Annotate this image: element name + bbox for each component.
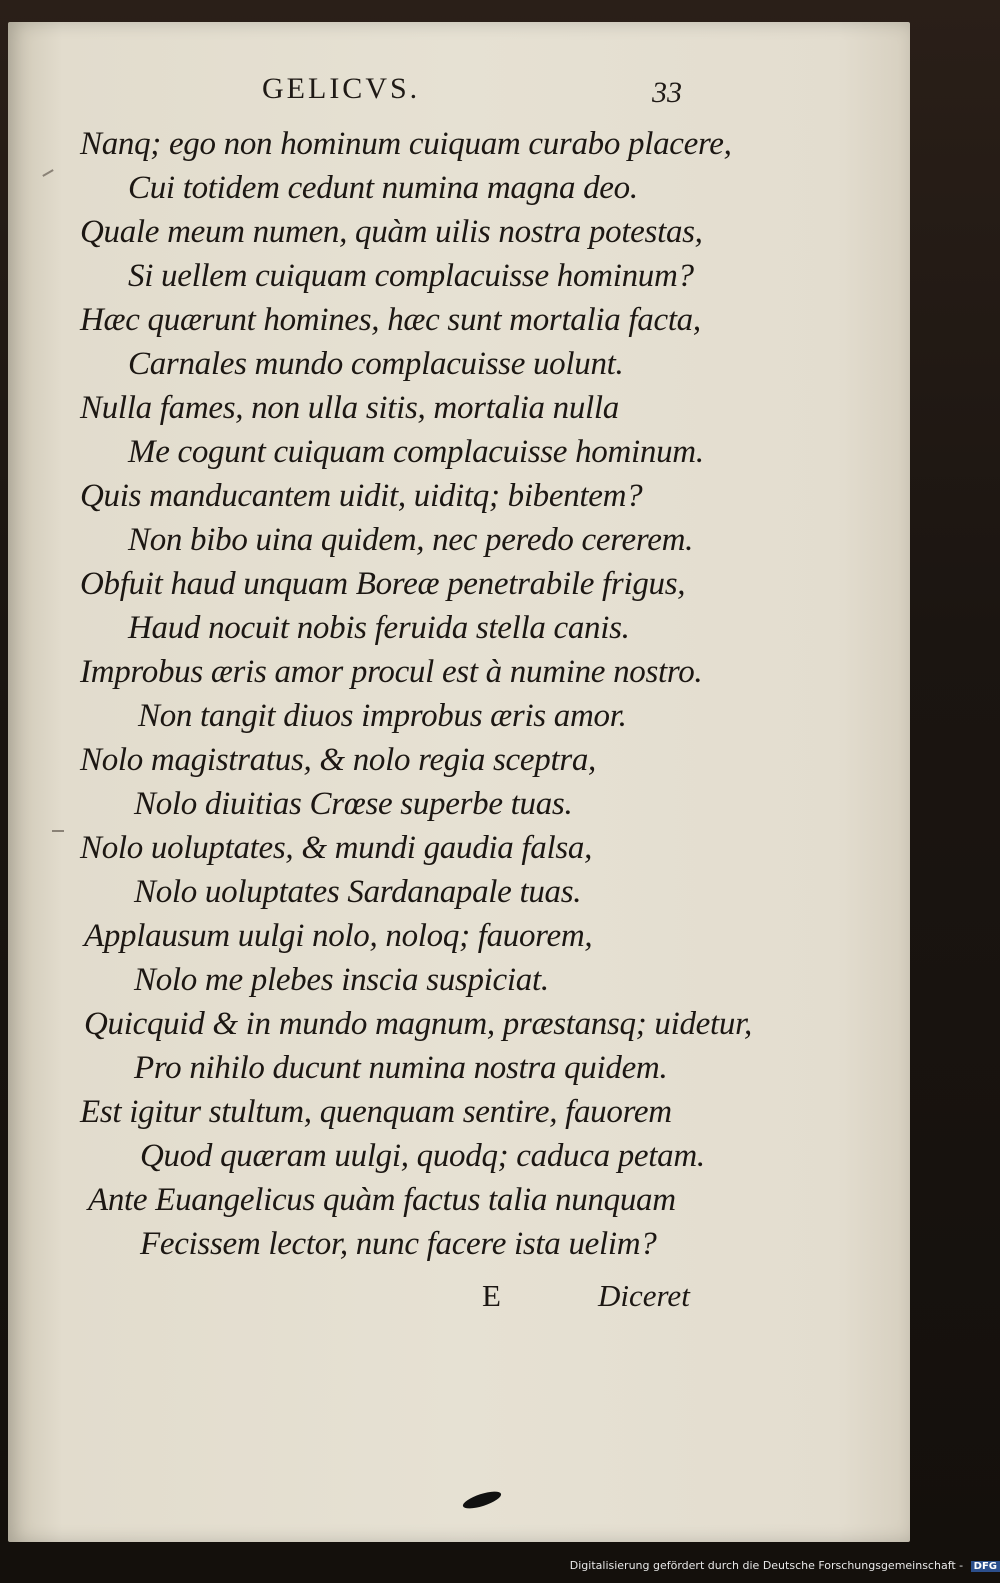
- verse-line: Quis manducantem uidit, uiditq; bibentem?: [80, 478, 643, 514]
- verse-line: Non tangit diuos improbus æris amor.: [138, 698, 627, 734]
- digitization-credit: [560, 1559, 1000, 1579]
- verse-line: Carnales mundo complacuisse uolunt.: [128, 346, 624, 382]
- verse-line: Pro nihilo ducunt numina nostra quidem.: [134, 1050, 668, 1086]
- page-number: 33: [652, 76, 682, 109]
- verse-line: Non bibo uina quidem, nec peredo cererem.: [128, 522, 694, 558]
- verse-line: Nanq; ego non hominum cuiquam curabo placere,: [80, 126, 732, 162]
- verse-line: Nolo diuitias Crœse superbe tuas.: [134, 786, 573, 822]
- verse-line: Ante Euangelicus quàm factus talia nunquam: [88, 1182, 676, 1218]
- verse-line: Nolo me plebes inscia suspiciat.: [134, 962, 549, 998]
- verse-line: Si uellem cuiquam complacuisse hominum?: [128, 258, 694, 294]
- verse-line: Est igitur stultum, quenquam sentire, fauorem: [80, 1094, 672, 1130]
- margin-mark: [52, 830, 64, 832]
- verse-line: Quale meum numen, quàm uilis nostra potestas,: [80, 214, 703, 250]
- dfg-logo-icon: DFG: [971, 1561, 1000, 1572]
- verse-line: Hæc quærunt homines, hæc sunt mortalia facta,: [80, 302, 701, 338]
- verse-line: Improbus æris amor procul est à numine nostro.: [80, 654, 703, 690]
- verse-line: Me cogunt cuiquam complacuisse hominum.: [128, 434, 704, 470]
- verse-line: Cui totidem cedunt numina magna deo.: [128, 170, 638, 206]
- margin-mark: [42, 169, 53, 177]
- verse-line: Nolo magistratus, & nolo regia sceptra,: [80, 742, 597, 778]
- verse-line: Nulla fames, non ulla sitis, mortalia nulla: [80, 390, 619, 426]
- verse-line: Applausum uulgi nolo, noloq; fauorem,: [84, 918, 593, 954]
- signature-mark: E: [482, 1278, 501, 1313]
- verse-line: Obfuit haud unquam Boreæ penetrabile frigus,: [80, 566, 686, 602]
- catchword: Diceret: [598, 1278, 690, 1313]
- verse-line: Haud nocuit nobis feruida stella canis.: [128, 610, 630, 646]
- verse-line: Quicquid & in mundo magnum, præstansq; uidetur,: [84, 1006, 752, 1042]
- verse-line: Quod quæram uulgi, quodq; caduca petam.: [140, 1138, 705, 1174]
- running-head: GELICVS.: [262, 72, 421, 105]
- verse-line: Fecissem lector, nunc facere ista uelim?: [140, 1226, 657, 1262]
- credit-text: Digitalisierung gefördert durch die Deutsche Forschungsgemeinschaft -: [569, 1559, 964, 1572]
- verse-line: Nolo uoluptates, & mundi gaudia falsa,: [80, 830, 593, 866]
- verse-line: Nolo uoluptates Sardanapale tuas.: [134, 874, 582, 910]
